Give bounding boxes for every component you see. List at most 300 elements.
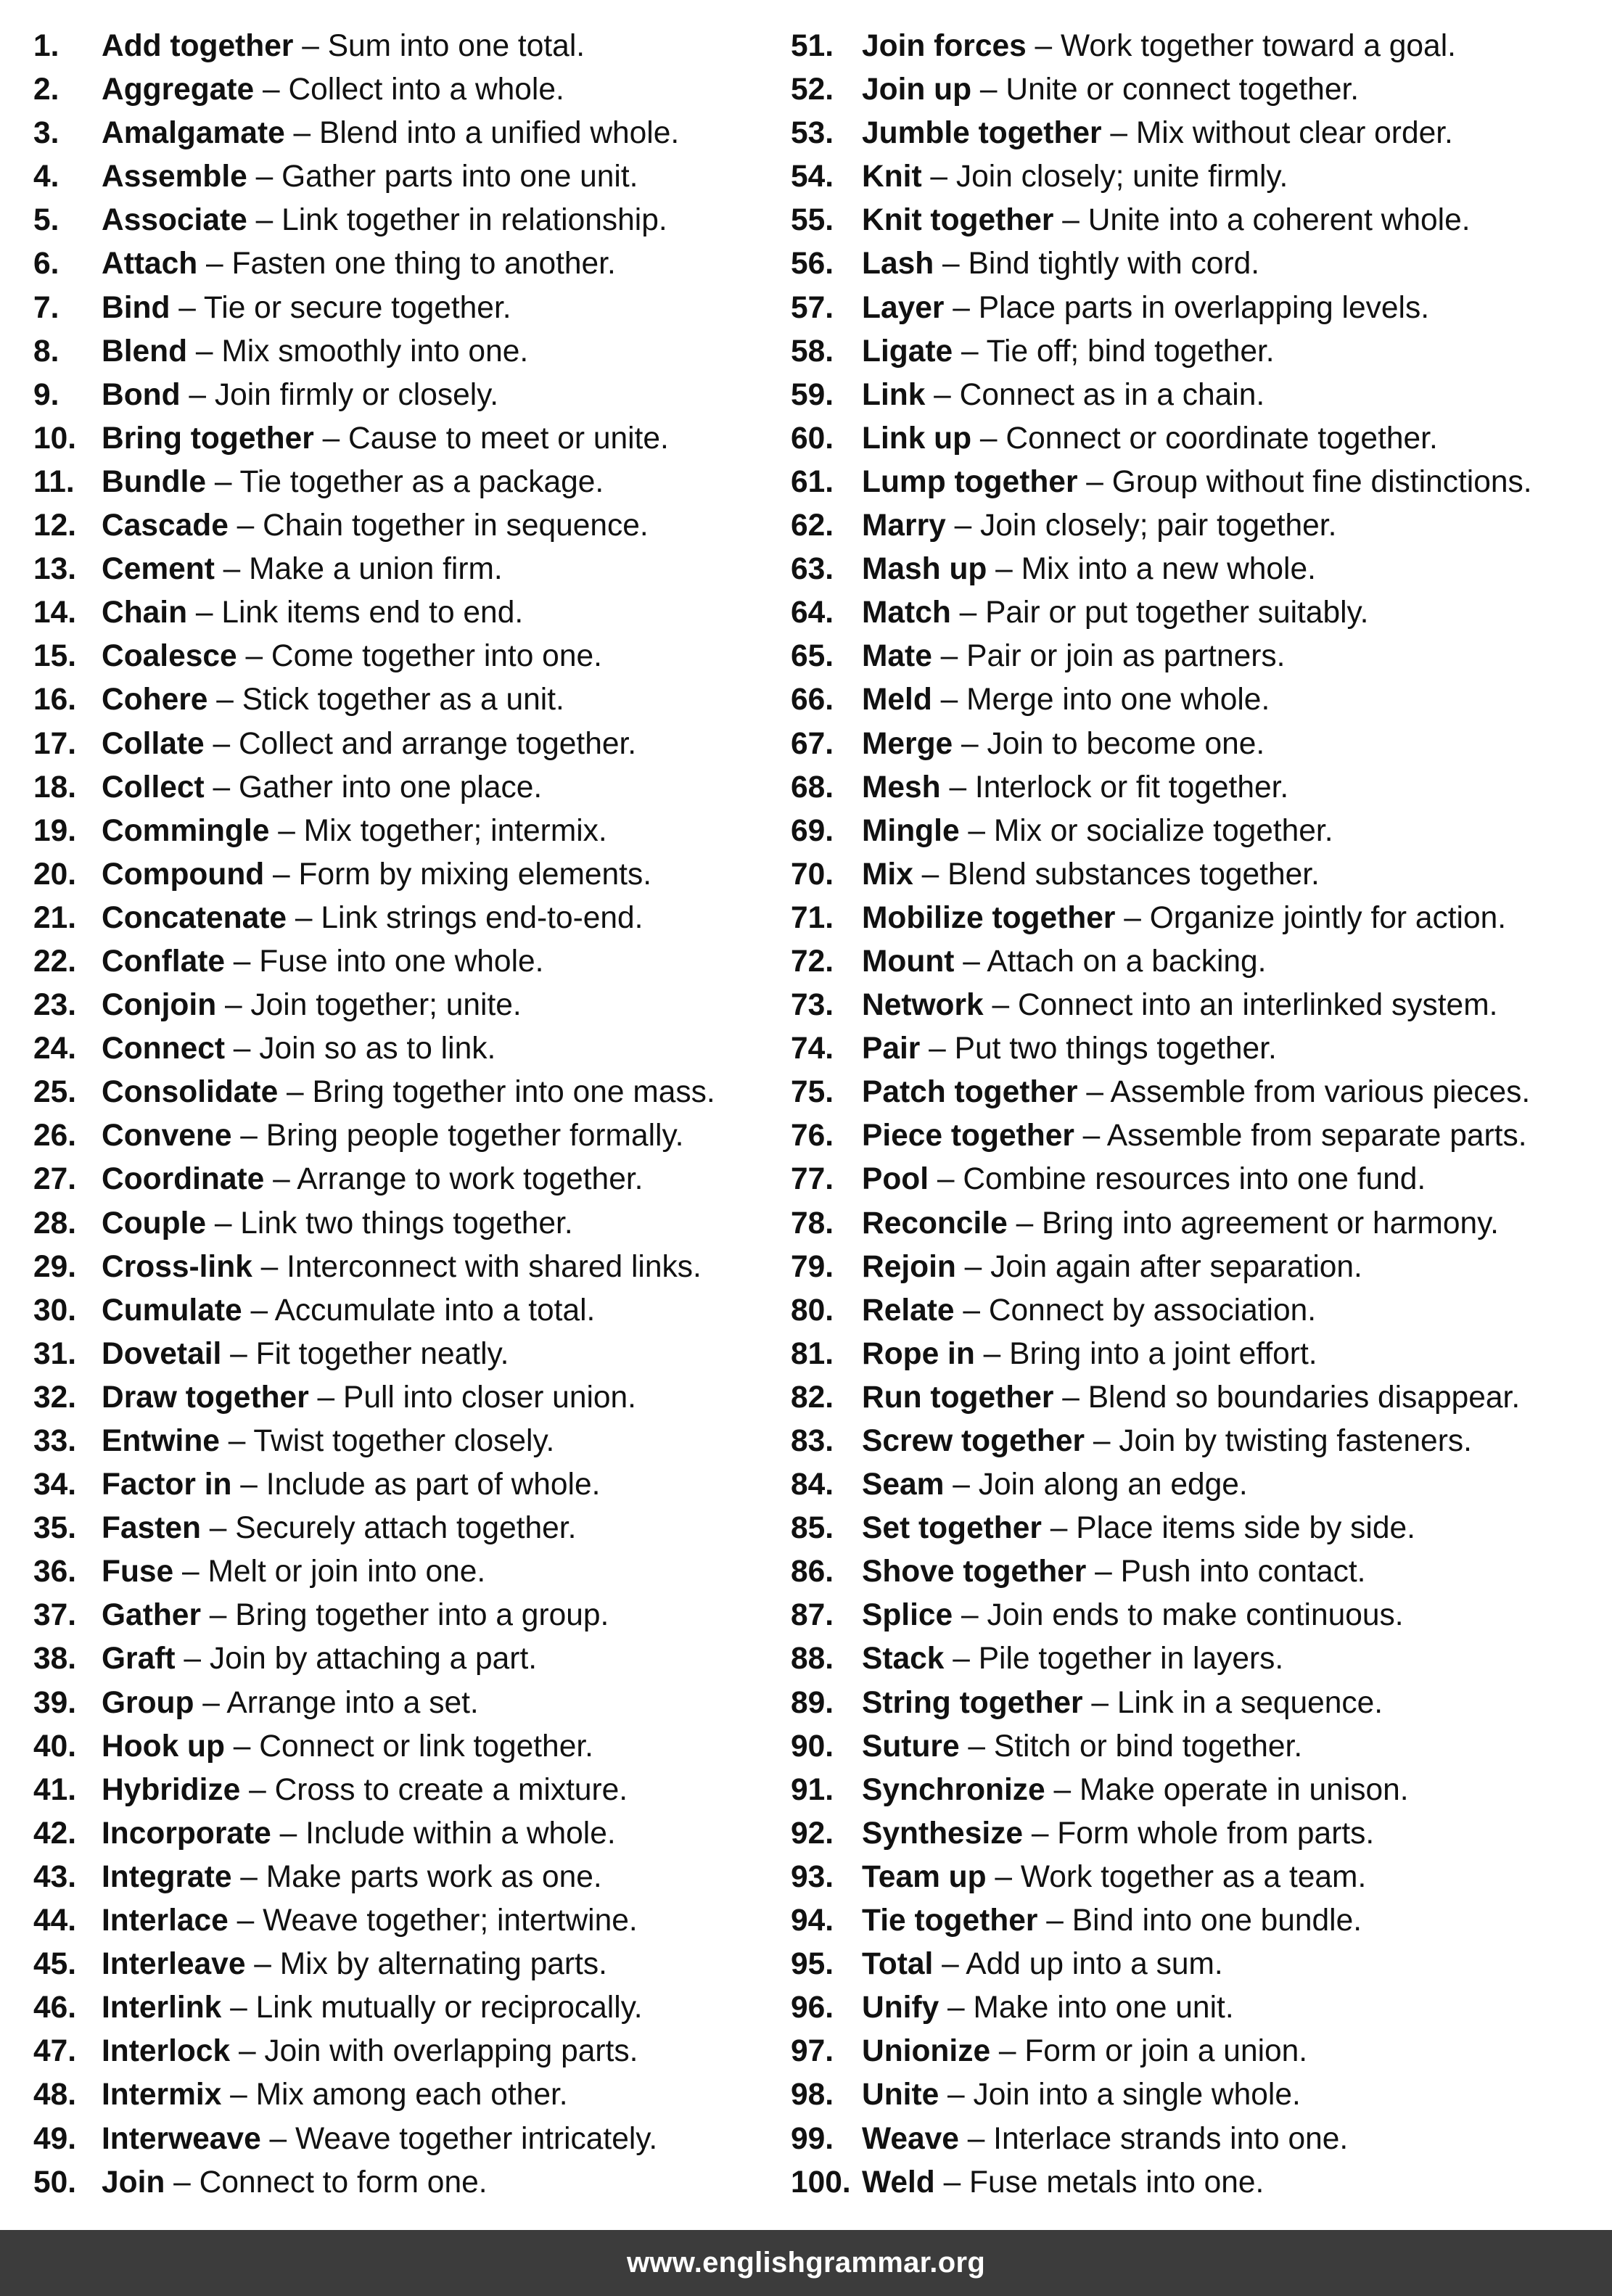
item-number: 76. [791,1119,834,1153]
item-number: 21. [33,900,77,935]
item-definition: Unite into a coherent whole. [1087,203,1471,238]
item-term: Piece together [862,1119,1074,1153]
item-number: 63. [791,552,834,587]
list-item [33,2030,715,2073]
item-separator: – [986,1859,1021,1894]
item-term: Weld [862,2165,935,2200]
list-item [791,1246,1532,1289]
list-item [791,766,1532,810]
item-separator: – [1085,1424,1119,1458]
item-separator: – [170,290,204,325]
item-term: Assemble [102,160,247,194]
list-item [33,242,715,286]
item-definition: Link together in relationship. [281,203,667,238]
item-number: 7. [33,290,59,325]
item-number: 34. [33,1468,77,1502]
item-separator: – [221,1336,256,1371]
item-definition: Mix without clear order. [1135,116,1453,151]
list-item [33,504,715,548]
item-definition: Attach on a backing. [987,944,1267,979]
item-number: 47. [33,2034,77,2069]
item-separator: – [197,247,232,281]
item-term: Interweave [102,2121,261,2156]
item-term: Tie together [862,1904,1038,1938]
item-separator: – [1082,1685,1117,1720]
item-term: Group [102,1685,194,1720]
item-definition: Group without fine distinctions. [1111,464,1532,499]
item-number: 22. [33,944,77,979]
item-separator: – [231,1859,266,1894]
list-item [33,330,715,374]
item-term: Interlace [102,1904,229,1938]
item-separator: – [187,596,222,630]
item-definition: Link strings end-to-end. [321,900,643,935]
item-term: Intermix [102,2078,222,2112]
item-term: Join up [862,73,972,107]
list-item [791,2073,1532,2117]
item-number: 29. [33,1249,77,1284]
item-number: 99. [791,2121,834,2156]
item-number: 14. [33,596,77,630]
item-definition: Join along an edge. [978,1468,1248,1502]
item-definition: Come together into one. [271,639,602,674]
item-number: 93. [791,1859,834,1894]
item-definition: Add up into a sum. [966,1947,1223,1982]
item-separator: – [260,2121,295,2156]
item-term: Stack [862,1642,945,1676]
item-separator: – [1026,29,1061,63]
item-number: 11. [33,464,75,499]
item-term: Ligate [862,334,953,369]
item-definition: Interlock or fit together. [974,770,1289,805]
item-separator: – [225,944,260,979]
item-term: Bring together [102,421,314,456]
item-definition: Connect by association. [988,1293,1317,1328]
item-term: Splice [862,1598,953,1633]
item-definition: Make into one unit. [973,1991,1234,2025]
item-definition: Make operate in unison. [1079,1772,1409,1807]
list-item [791,330,1532,374]
item-term: Interlock [102,2034,231,2069]
item-separator: – [216,988,251,1023]
item-term: Amalgamate [102,116,285,151]
item-separator: – [247,203,282,238]
list-item [791,678,1532,722]
item-definition: Push into contact. [1120,1555,1366,1589]
list-item [791,984,1532,1027]
item-term: Jumble together [862,116,1102,151]
item-term: Blend [102,334,188,369]
item-number: 95. [791,1947,834,1982]
list-item [791,1507,1532,1550]
item-definition: Join so as to link. [259,1032,496,1066]
item-number: 41. [33,1772,77,1807]
item-definition: Collect and arrange together. [238,726,637,761]
item-separator: – [934,247,969,281]
item-term: Team up [862,1859,987,1894]
list-item [791,287,1532,330]
item-term: Dovetail [102,1336,222,1371]
item-number: 19. [33,813,77,848]
item-term: Relate [862,1293,955,1328]
item-separator: – [254,73,289,107]
list-item [33,723,715,766]
item-term: Knit together [862,203,1054,238]
list-item [33,1420,715,1463]
item-definition: Cause to meet or unite. [348,421,669,456]
item-separator: – [990,2034,1025,2069]
item-number: 83. [791,1424,834,1458]
item-number: 85. [791,1511,834,1546]
item-term: Interlink [102,1991,222,2025]
item-separator: – [247,160,282,194]
item-number: 97. [791,2034,834,2069]
item-definition: Blend substances together. [947,857,1320,892]
item-term: Cohere [102,683,208,717]
item-term: Seam [862,1468,945,1502]
list-item [791,68,1532,112]
item-number: 92. [791,1816,834,1851]
list-item [791,1594,1532,1637]
list-item [791,2161,1532,2205]
item-separator: – [221,1991,256,2025]
item-separator: – [231,1468,266,1502]
item-definition: Work together as a team. [1020,1859,1367,1894]
list-item [791,1637,1532,1681]
item-separator: – [1037,1904,1072,1938]
item-number: 23. [33,988,77,1023]
item-definition: Join ends to make continuous. [987,1598,1404,1633]
item-separator: – [1101,116,1136,151]
item-number: 65. [791,639,834,674]
item-number: 2. [33,73,59,107]
item-definition: Join by attaching a part. [209,1642,538,1676]
item-term: Rope in [862,1336,975,1371]
item-number: 67. [791,726,834,761]
item-number: 91. [791,1772,834,1807]
item-separator: – [933,1947,966,1982]
item-number: 36. [33,1555,77,1589]
list-item [791,25,1532,68]
item-separator: – [165,2165,200,2200]
list-item [33,1463,715,1507]
list-item [791,374,1532,417]
item-term: Run together [862,1380,1054,1415]
item-number: 73. [791,988,834,1023]
item-term: Conjoin [102,988,217,1023]
list-item [791,1899,1532,1943]
list-item [33,25,715,68]
list-item [33,1725,715,1769]
item-definition: Link mutually or reciprocally. [255,1991,643,2025]
list-item [791,1420,1532,1463]
item-number: 71. [791,900,834,935]
item-term: Mix [862,857,913,892]
item-number: 35. [33,1511,77,1546]
list-item [33,1899,715,1943]
item-separator: – [932,639,967,674]
item-separator: – [264,1162,297,1197]
item-number: 51. [791,29,834,63]
item-separator: – [983,988,1018,1023]
item-separator: – [929,1162,963,1197]
list-item [33,1986,715,2030]
item-definition: Mix together; intermix. [303,813,607,848]
list-item [33,2073,715,2117]
list-item [791,1158,1532,1201]
item-definition: Link items end to end. [221,596,524,630]
item-separator: – [920,1032,955,1066]
item-number: 8. [33,334,59,369]
item-term: Pool [862,1162,929,1197]
item-number: 37. [33,1598,77,1633]
item-term: Total [862,1947,934,1982]
item-number: 64. [791,596,834,630]
item-separator: – [228,1904,263,1938]
item-separator: – [971,73,1006,107]
item-separator: – [221,2078,256,2112]
item-number: 1. [33,29,59,63]
item-number: 18. [33,770,77,805]
item-definition: Form by mixing elements. [298,857,652,892]
list-item [33,984,715,1027]
item-definition: Mix into a new whole. [1021,552,1316,587]
item-separator: – [230,2034,265,2069]
item-definition: Accumulate into a total. [274,1293,596,1328]
list-item [33,287,715,330]
list-item [791,940,1532,984]
item-number: 46. [33,1991,77,2025]
item-term: Meld [862,683,932,717]
item-term: Compound [102,857,265,892]
item-term: Consolidate [102,1075,279,1110]
item-number: 10. [33,421,77,456]
item-definition: Sum into one total. [327,29,585,63]
item-definition: Pile together in layers. [978,1642,1284,1676]
item-term: Patch together [862,1075,1078,1110]
item-separator: – [953,726,987,761]
item-separator: – [954,1293,989,1328]
list-item [33,1856,715,1899]
list-item [791,1071,1532,1114]
list-item [791,504,1532,548]
item-separator: – [173,1555,208,1589]
item-definition: Gather into one place. [238,770,543,805]
item-separator: – [958,2121,994,2156]
list-item [791,1333,1532,1376]
item-term: Convene [102,1119,232,1153]
item-number: 79. [791,1249,834,1284]
item-separator: – [231,1119,266,1153]
item-term: Connect [102,1032,225,1066]
list-item [791,810,1532,853]
item-term: Synchronize [862,1772,1045,1807]
list-item [791,242,1532,286]
item-number: 32. [33,1380,77,1415]
item-number: 80. [791,1293,834,1328]
list-item [33,1550,715,1594]
item-term: Cumulate [102,1293,242,1328]
item-number: 26. [33,1119,77,1153]
item-number: 98. [791,2078,834,2112]
item-definition: Tie off; bind together. [986,334,1275,369]
item-number: 43. [33,1859,77,1894]
list-item [33,199,715,242]
item-separator: – [269,813,304,848]
item-number: 20. [33,857,77,892]
item-number: 82. [791,1380,834,1415]
item-definition: Join firmly or closely. [214,377,499,412]
item-number: 96. [791,1991,834,2025]
item-term: Integrate [102,1859,232,1894]
list-item [33,2161,715,2205]
item-definition: Melt or join into one. [207,1555,486,1589]
item-separator: – [959,813,994,848]
list-item [791,1027,1532,1071]
item-definition: Fasten one thing to another. [231,247,616,281]
item-definition: Join to become one. [987,726,1265,761]
item-definition: Mix among each other. [255,2078,568,2112]
list-item [791,1202,1532,1246]
item-definition: Connect into an interlinked system. [1017,988,1498,1023]
item-number: 6. [33,247,59,281]
item-definition: Join together; unite. [250,988,522,1023]
item-separator: – [252,1249,287,1284]
item-number: 52. [791,73,834,107]
list-item [33,1158,715,1201]
item-definition: Unite or connect together. [1006,73,1360,107]
item-term: Entwine [102,1424,220,1458]
footer-bar [0,2230,1612,2296]
item-number: 39. [33,1685,77,1720]
item-definition: Make a union firm. [249,552,503,587]
item-term: Mobilize together [862,900,1116,935]
item-term: Couple [102,1206,207,1240]
item-definition: Bind into one bundle. [1072,1904,1362,1938]
item-term: Fuse [102,1555,174,1589]
item-term: Add together [102,29,294,63]
item-definition: Put two things together. [954,1032,1277,1066]
item-number: 3. [33,116,59,151]
item-definition: Link in a sequence. [1117,1685,1383,1720]
item-term: Collate [102,726,205,761]
item-definition: Place parts in overlapping levels. [978,290,1430,325]
item-separator: – [224,1729,260,1764]
list-item [791,461,1532,504]
item-term: Marry [862,509,946,543]
item-separator: – [955,1249,991,1284]
item-separator: – [180,377,215,412]
item-term: Commingle [102,813,270,848]
item-definition: Interlace strands into one. [993,2121,1349,2156]
item-term: Cement [102,552,215,587]
item-definition: Gather parts into one unit. [281,160,638,194]
item-definition: Join with overlapping parts. [264,2034,638,2069]
item-term: Join [102,2165,165,2200]
list-item [33,68,715,112]
item-definition: Twist together closely. [253,1424,555,1458]
item-number: 33. [33,1424,77,1458]
item-definition: Include within a whole. [305,1816,616,1851]
item-definition: Weave together; intertwine. [263,1904,638,1938]
item-term: Collect [102,770,205,805]
list-item [33,155,715,199]
item-term: Associate [102,203,247,238]
item-definition: Arrange into a set. [226,1685,479,1720]
item-separator: – [225,1032,260,1066]
list-item [33,461,715,504]
item-definition: Bring together into a group. [235,1598,609,1633]
item-number: 94. [791,1904,834,1938]
item-definition: Form whole from parts. [1057,1816,1375,1851]
item-definition: Connect or link together. [259,1729,593,1764]
item-separator: – [1023,1816,1058,1851]
item-term: Hook up [102,1729,225,1764]
item-separator: – [944,1468,979,1502]
item-term: Lump together [862,464,1078,499]
item-term: Shove together [862,1555,1087,1589]
item-definition: Bring people together formally. [266,1119,684,1153]
item-separator: – [945,509,981,543]
list-item [33,112,715,155]
item-term: String together [862,1685,1083,1720]
item-separator: – [944,290,979,325]
item-definition: Make parts work as one. [266,1859,602,1894]
item-separator: – [242,1293,275,1328]
item-separator: – [228,509,263,543]
item-term: Merge [862,726,953,761]
item-term: Layer [862,290,945,325]
item-separator: – [934,2165,970,2200]
website-url[interactable]: www.englishgrammar.org [626,2247,986,2279]
item-definition: Fuse into one whole. [259,944,544,979]
item-separator: – [953,334,987,369]
item-term: Fasten [102,1511,201,1546]
item-separator: – [1053,203,1088,238]
item-definition: Securely attach together. [235,1511,577,1546]
item-definition: Merge into one whole. [966,683,1270,717]
list-item [33,417,715,461]
item-separator: – [293,29,328,63]
item-separator: – [1007,1206,1043,1240]
item-term: Set together [862,1511,1042,1546]
list-item [791,1289,1532,1333]
item-number: 50. [33,2165,77,2200]
item-definition: Assemble from separate parts. [1106,1119,1527,1153]
item-number: 16. [33,683,77,717]
item-separator: – [925,377,960,412]
item-separator: – [278,1075,313,1110]
item-number: 48. [33,2078,77,2112]
item-number: 9. [33,377,59,412]
item-definition: Bring together into one mass. [312,1075,715,1110]
item-separator: – [974,1336,1010,1371]
item-term: Hybridize [102,1772,241,1807]
item-number: 45. [33,1947,77,1982]
item-number: 86. [791,1555,834,1589]
list-item [33,1114,715,1158]
item-number: 4. [33,160,59,194]
list-item [791,1943,1532,1986]
item-number: 75. [791,1075,834,1110]
item-separator: – [932,683,967,717]
item-number: 62. [791,509,834,543]
list-item [791,853,1532,897]
item-number: 58. [791,334,834,369]
item-definition: Join again after separation. [990,1249,1362,1284]
item-number: 13. [33,552,77,587]
item-separator: – [1041,1511,1077,1546]
